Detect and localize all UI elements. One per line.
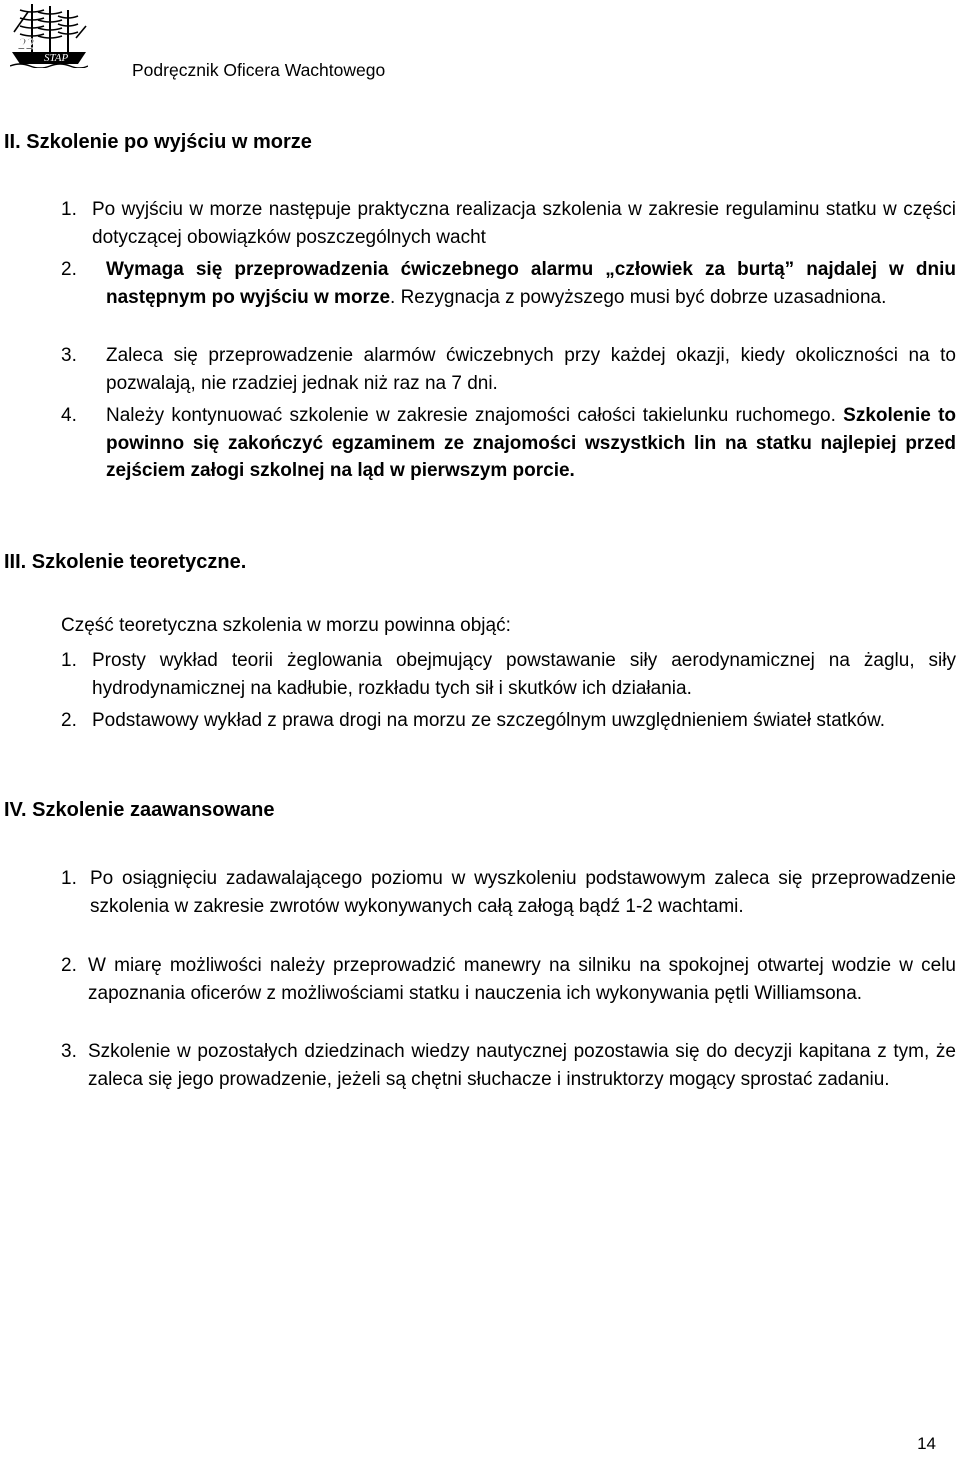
list-number: 2. [61,955,77,976]
emphasis-text: Wymaga się przeprowadzenia ćwiczebnego alarmu „człowiek za burtą” najdalej w dniu następnym po wyjściu w morze [106,259,956,308]
list-number: 1. [61,199,77,220]
list-item: W miarę możliwości należy przeprowadzić manewry na silniku na spokojnej otwartej wodzie w celu zapoznania oficerów z możliwościami statku i nauczenia ich wykonywania pętli Williamsona. [88,955,956,1004]
list-item: Po wyjściu w morze następuje praktyczna realizacja szkolenia w zakresie regulaminu statku w części dotyczącej obowiązków poszczególnych wacht [92,199,956,248]
svg-text:22: 22 [18,36,34,53]
list-item: Zaleca się przeprowadzenie alarmów ćwiczebnych przy każdej okazji, kiedy okoliczności na to pozwalają, nie rzadziej jednak niż raz na 7 dni. [106,345,956,394]
page-header [10,2,950,80]
list-item: Prosty wykład teorii żeglowania obejmujący powstawanie siły aerodynamicznej na żaglu, siły hydrodynamicznej na kadłubie, rozkładu tych sił i skutków ich działania. [92,650,956,699]
list-number: 1. [61,868,77,889]
page-number: 14 [917,1434,936,1453]
list-number: 3. [61,345,77,366]
ship-logo [10,2,88,68]
svg-text:STAP: STAP [44,52,69,64]
section-intro: Część teoretyczna szkolenia w morzu powinna objąć: [61,615,511,636]
list-number: 2. [61,710,77,731]
section-heading-4: IV. Szkolenie zaawansowane [4,799,275,821]
section-heading-2: II. Szkolenie po wyjściu w morze [4,131,312,153]
list-item: Podstawowy wykład z prawa drogi na morzu ze szczególnym uwzględnieniem świateł statków. [92,710,886,731]
list-number: 3. [61,1041,77,1062]
document-title: Podręcznik Oficera Wachtowego [132,60,386,80]
list-item-text: Należy kontynuować szkolenie w zakresie znajomości całości takielunku ruchomego. [106,405,844,426]
list-item-text: . Rezygnacja z powyższego musi być dobrze uzasadniona. [390,286,887,308]
list-item [106,256,956,311]
list-item: Szkolenie w pozostałych dziedzinach wiedzy nautycznej pozostawia się do decyzji kapitana z tym, że zaleca się jego prowadzenie, jeżeli są chętni słuchacze i instruktorzy mogący sprostać zadaniu. [88,1041,956,1090]
section-heading-3: III. Szkolenie teoretyczne. [4,551,247,573]
list-item [106,402,956,485]
list-item: Po osiągnięciu zadawalającego poziomu w wyszkoleniu podstawowym zaleca się przeprowadzenie szkolenia w zakresie zwrotów wykonywanych całą załogą bądź 1-2 wachtami. [90,868,956,917]
list-number: 2. [61,259,77,280]
emphasis-text: Szkolenie to powinno się zakończyć egzaminem ze znajomości wszystkich lin na statku najlepiej przed zejściem załogi szkolnej na ląd w pierwszym porcie. [106,405,957,481]
list-number: 1. [61,650,77,671]
list-number: 4. [61,405,77,426]
